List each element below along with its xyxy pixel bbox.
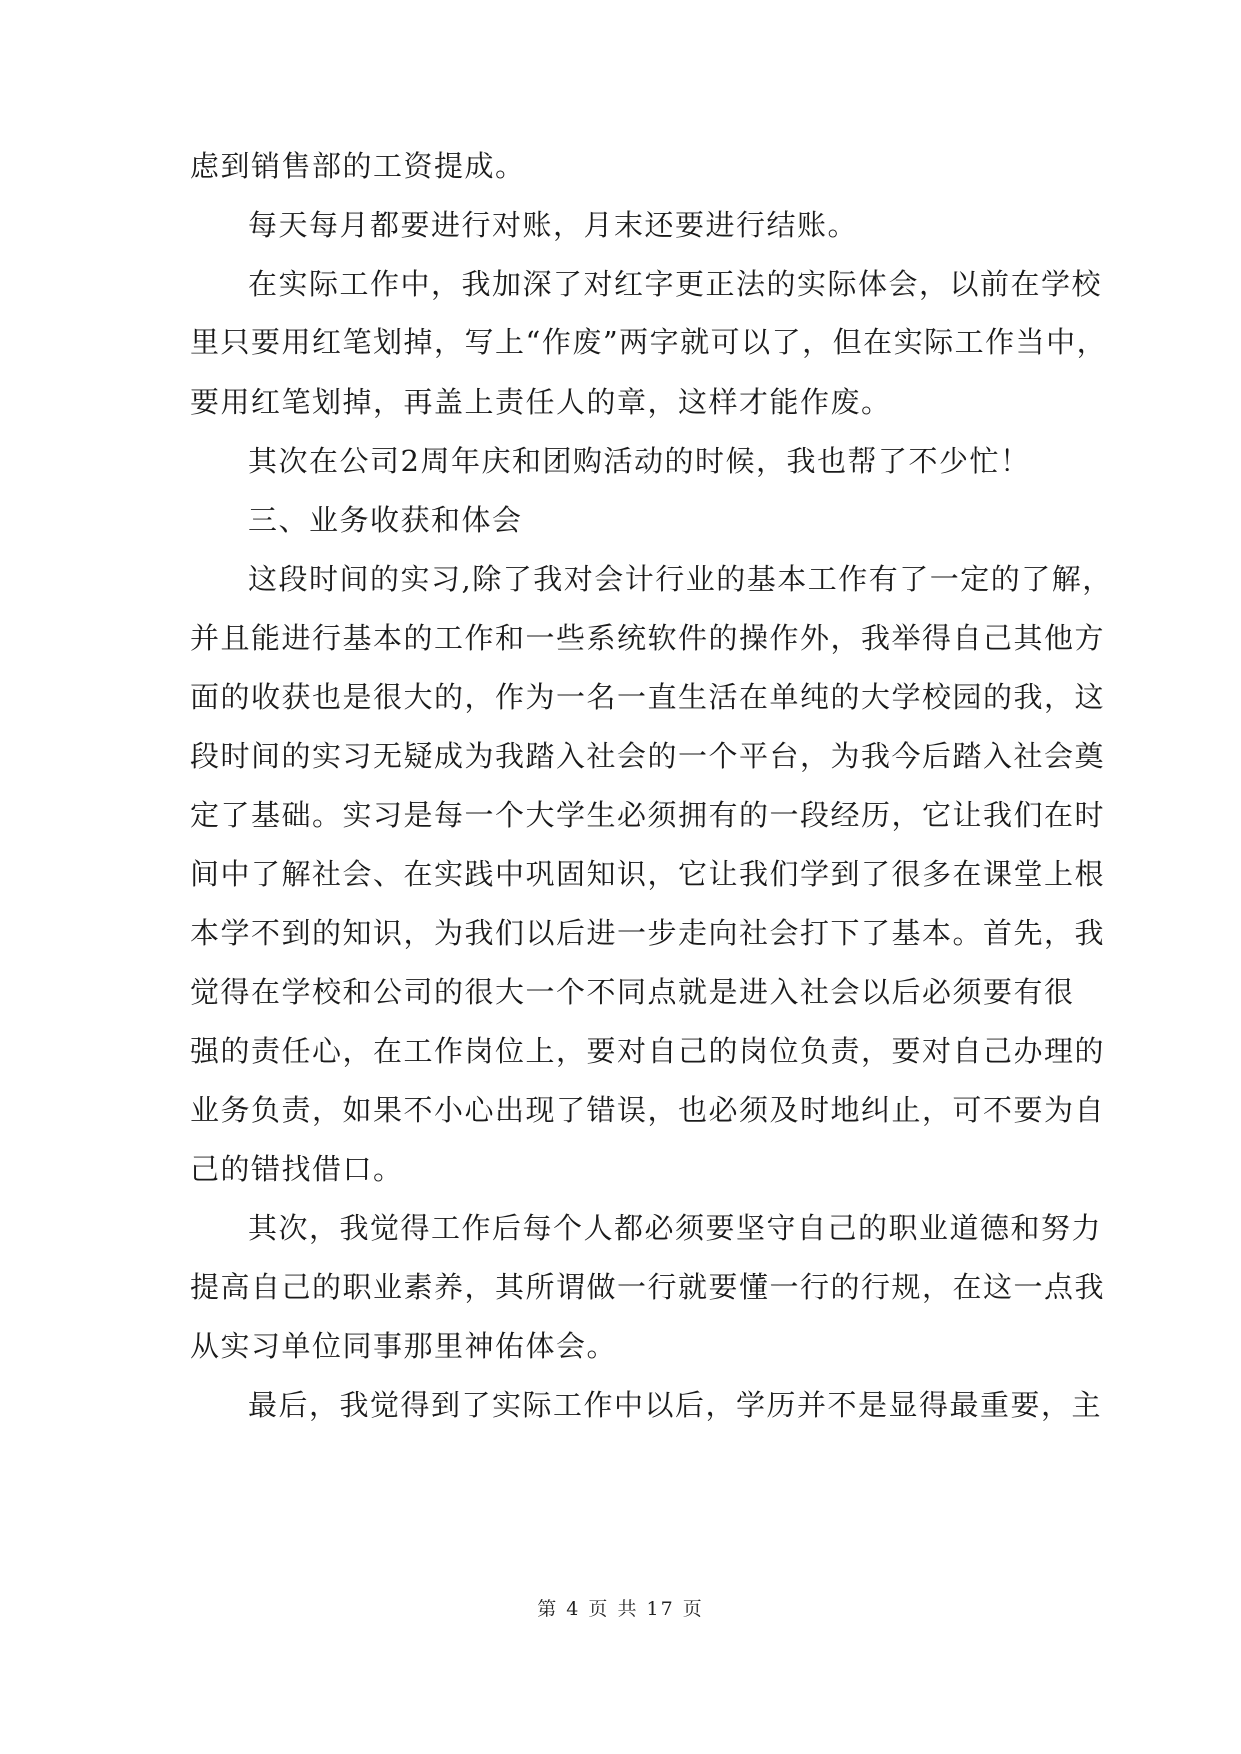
paragraph-line: 每天每月都要进行对账，月末还要进行结账。	[248, 208, 859, 242]
paragraph-line: 间中了解社会、在实践中巩固知识，它让我们学到了很多在课堂上根	[190, 857, 1106, 891]
paragraph-line: 最后，我觉得到了实际工作中以后，学历并不是显得最重要，主	[248, 1388, 1103, 1422]
paragraph-line: 强的责任心，在工作岗位上，要对自己的岗位负责，要对自己办理的	[190, 1034, 1106, 1068]
paragraph-line: 定了基础。实习是每一个大学生必须拥有的一段经历，它让我们在时	[190, 798, 1106, 832]
paragraph-line: 业务负责，如果不小心出现了错误，也必须及时地纠止，可不要为自	[190, 1093, 1106, 1127]
paragraph-line: 从实习单位同事那里神佑体会。	[190, 1329, 618, 1363]
paragraph-line: 己的错找借口。	[190, 1152, 404, 1186]
section-heading: 三、业务收获和体会	[248, 503, 523, 537]
paragraph-line: 并且能进行基本的工作和一些系统软件的操作外，我举得自己其他方	[190, 621, 1106, 655]
paragraph-line: 面的收获也是很大的，作为一名一直生活在单纯的大学校园的我，这	[190, 680, 1106, 714]
page-number-footer: 第 4 页 共 17 页	[537, 1598, 704, 1620]
paragraph-line: 要用红笔划掉，再盖上责任人的章，这样才能作废。	[190, 385, 892, 419]
paragraph-line: 其次在公司2周年庆和团购活动的时候，我也帮了不少忙！	[248, 444, 1031, 478]
paragraph-line: 在实际工作中，我加深了对红字更正法的实际体会，以前在学校	[248, 267, 1103, 301]
paragraph-line: 里只要用红笔划掉，写上“作废”两字就可以了，但在实际工作当中，	[190, 325, 1108, 359]
paragraph-line: 提高自己的职业素养，其所谓做一行就要懂一行的行规，在这一点我	[190, 1270, 1106, 1304]
paragraph-line: 本学不到的知识，为我们以后进一步走向社会打下了基本。首先，我	[190, 916, 1106, 950]
paragraph-line: 虑到销售部的工资提成。	[190, 149, 526, 183]
paragraph-line: 觉得在学校和公司的很大一个不同点就是进入社会以后必须要有很	[190, 975, 1075, 1009]
paragraph-line: 这段时间的实习,除了我对会计行业的基本工作有了一定的了解，	[248, 562, 1113, 596]
paragraph-line: 段时间的实习无疑成为我踏入社会的一个平台，为我今后踏入社会奠	[190, 739, 1106, 773]
paragraph-line: 其次，我觉得工作后每个人都必须要坚守自己的职业道德和努力	[248, 1211, 1103, 1245]
